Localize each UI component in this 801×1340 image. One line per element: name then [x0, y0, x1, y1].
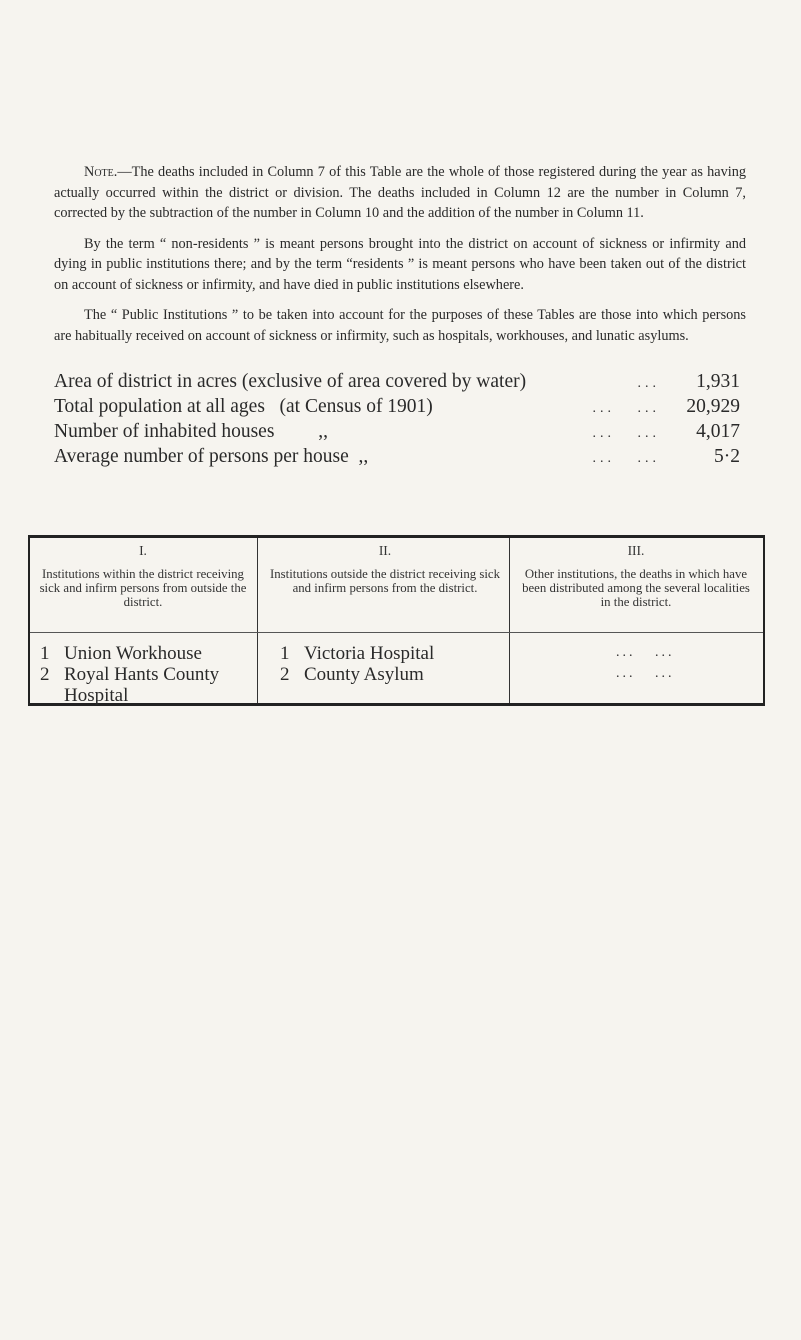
- note-paragraph: [54, 162, 746, 224]
- leader-dots: ... ...: [592, 401, 660, 416]
- leader-dots: ... ...: [592, 451, 660, 466]
- column-description: Institutions within the district receiving sick and infirm persons from outside the district.: [39, 567, 247, 609]
- leader-dots: ...: [637, 376, 660, 391]
- column-number: II.: [378, 543, 392, 558]
- entry-number: 2: [280, 664, 290, 685]
- entry-name: Victoria Hospital: [304, 643, 435, 664]
- column-header-2: [268, 543, 502, 595]
- table-right-rule: [763, 535, 765, 706]
- stat-value: 5·2: [714, 446, 740, 467]
- note-label: Note.: [84, 164, 118, 180]
- stat-label: Average number of persons per house ,,: [54, 446, 369, 467]
- column-2-entries: [280, 643, 505, 685]
- column-description: Other institutions, the deaths in which have been distributed among the several localities in the district.: [522, 567, 750, 609]
- stat-row-population: [54, 394, 740, 419]
- stat-row-persons-per-house: [54, 444, 740, 469]
- stat-label: Total population at all ages (at Census of 1901): [54, 396, 433, 417]
- entry-name: Union Workhouse: [64, 643, 202, 664]
- leader-dots: ... ...: [592, 426, 660, 441]
- table-top-rule: [28, 535, 765, 538]
- column-description: Institutions outside the district receiving sick and infirm persons from the district.: [270, 567, 500, 595]
- entry-name: Royal Hants County Hospital: [64, 664, 220, 706]
- public-institutions-definition: The “ Public Institutions ” to be taken into account for the purposes of these Tables are those into which persons are habitually received on account of sickness or infirmity, such as hospitals, workhouses, and lunatic asylums.: [54, 307, 746, 344]
- column-header-3: [516, 543, 756, 609]
- empty-entry-dots: ... ...: [616, 666, 675, 681]
- stat-label: Area of district in acres (exclusive of area covered by water): [54, 371, 527, 392]
- entry-number: 2: [40, 664, 50, 685]
- stat-label: Number of inhabited houses ,,: [54, 421, 329, 442]
- column-divider: [509, 538, 510, 703]
- table-left-rule: [28, 535, 30, 706]
- note-text: —The deaths included in Column 7 of this Table are the whole of those registered during the year as having actually occurred within the district or division. The deaths included in Column 12 are the number in Column 7, corrected by the subtraction of the number in Column 10 and the addition of the number in Column 11.: [54, 164, 746, 221]
- institutions-table: [28, 535, 765, 707]
- column-divider: [257, 538, 258, 703]
- stat-row-houses: [54, 419, 740, 444]
- entry-number: 1: [280, 643, 290, 664]
- list-item: [280, 643, 505, 664]
- stat-value: 4,017: [696, 421, 740, 442]
- column-header-1: [36, 543, 250, 609]
- list-item: [40, 664, 255, 706]
- header-divider: [30, 632, 763, 633]
- list-item: [40, 643, 255, 664]
- district-statistics: [54, 369, 740, 469]
- stat-value: 1,931: [696, 371, 740, 392]
- stat-row-area: [54, 369, 740, 394]
- entry-number: 1: [40, 643, 50, 664]
- column-number: I.: [139, 543, 147, 558]
- column-1-entries: [40, 643, 255, 706]
- column-number: III.: [627, 543, 645, 558]
- empty-entry-dots: ... ...: [616, 645, 675, 660]
- entry-name: County Asylum: [304, 664, 424, 685]
- stat-value: 20,929: [686, 396, 740, 417]
- residents-definition: By the term “ non-residents ” is meant persons brought into the district on account of sickness or infirmity and dying in public institutions there; and by the term “residents ” is meant persons who have been taken out of the district on account of sickness or infirmity, and have died in public institutions elsewhere.: [54, 235, 746, 293]
- list-item: [280, 664, 505, 685]
- notes-section: [54, 162, 746, 356]
